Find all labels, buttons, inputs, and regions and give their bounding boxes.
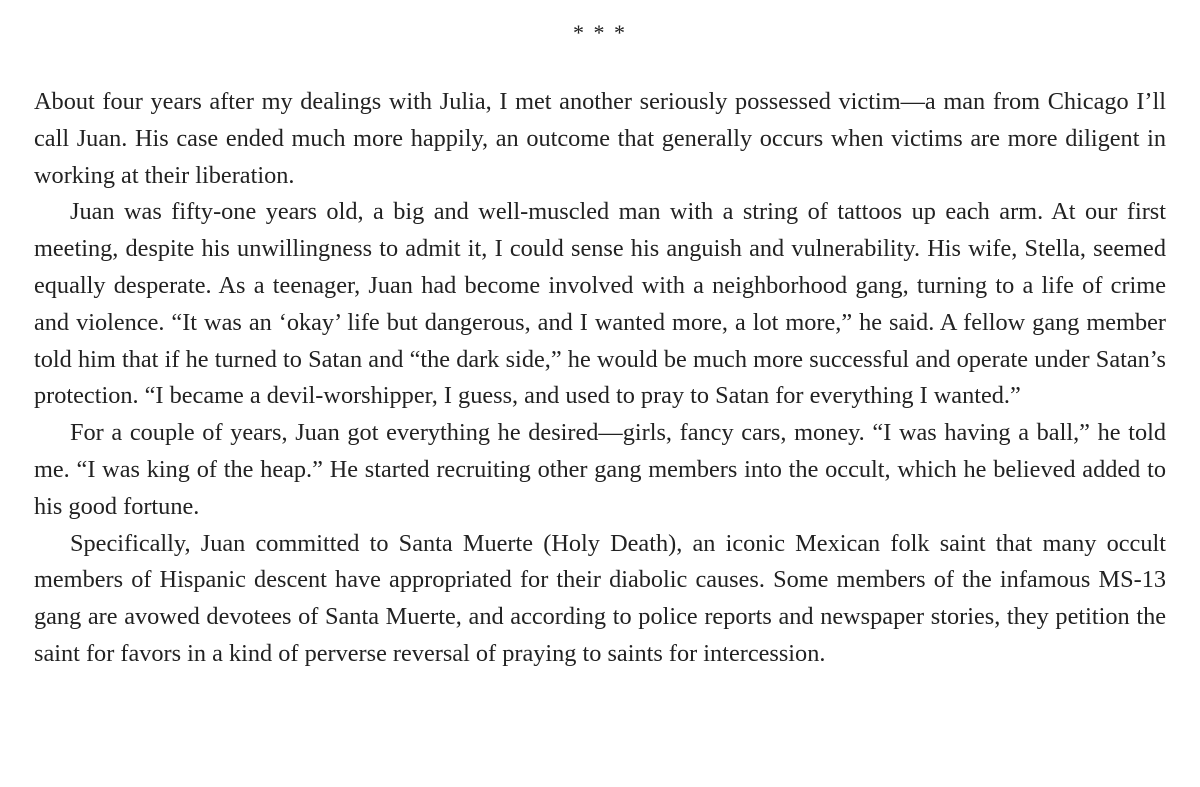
paragraph-4: Specifically, Juan committed to Santa Muerte (Holy Death), an iconic Mexican folk saint that many occult members of Hispanic descent have appropriated for their diabolic causes. Some members of the infamous MS-13 gang are avowed devotees of Santa Muerte, and according to police reports and newspaper stories, they petition the saint for favors in a kind of perverse reversal of praying to saints for intercession. <box>34 529 1166 667</box>
section-separator: * * * <box>573 20 627 45</box>
paragraph-2: Juan was fifty-one years old, a big and well-muscled man with a string of tattoos up each arm. At our first meeting, despite his unwillingness to admit it, I could sense his anguish and vulnerability. His wife, Stella, seemed equally desperate. As a teenager, Juan had become involved with a neighborhood gang, turning to a life of crime and violence. “It was an ‘okay’ life but dangerous, and I wanted more, a lot more,” he said. A fellow gang member told him that if he turned to Satan and “the dark side,” he would be much more successful and operate under Satan’s protection. “I became a devil-worshipper, I guess, and used to pray to Satan for everything I wanted.” <box>34 198 1166 410</box>
document-page <box>34 18 1166 673</box>
paragraph-1: About four years after my dealings with Julia, I met another seriously possessed victim—a man from Chicago I’ll call Juan. His case ended much more happily, an outcome that generally occurs when victims are more diligent in working at their liberation. <box>34 88 1166 189</box>
paragraph-3: For a couple of years, Juan got everything he desired—girls, fancy cars, money. “I was having a ball,” he told me. “I was king of the heap.” He started recruiting other gang members into the occult, which he believed added to his good fortune. <box>34 419 1166 520</box>
